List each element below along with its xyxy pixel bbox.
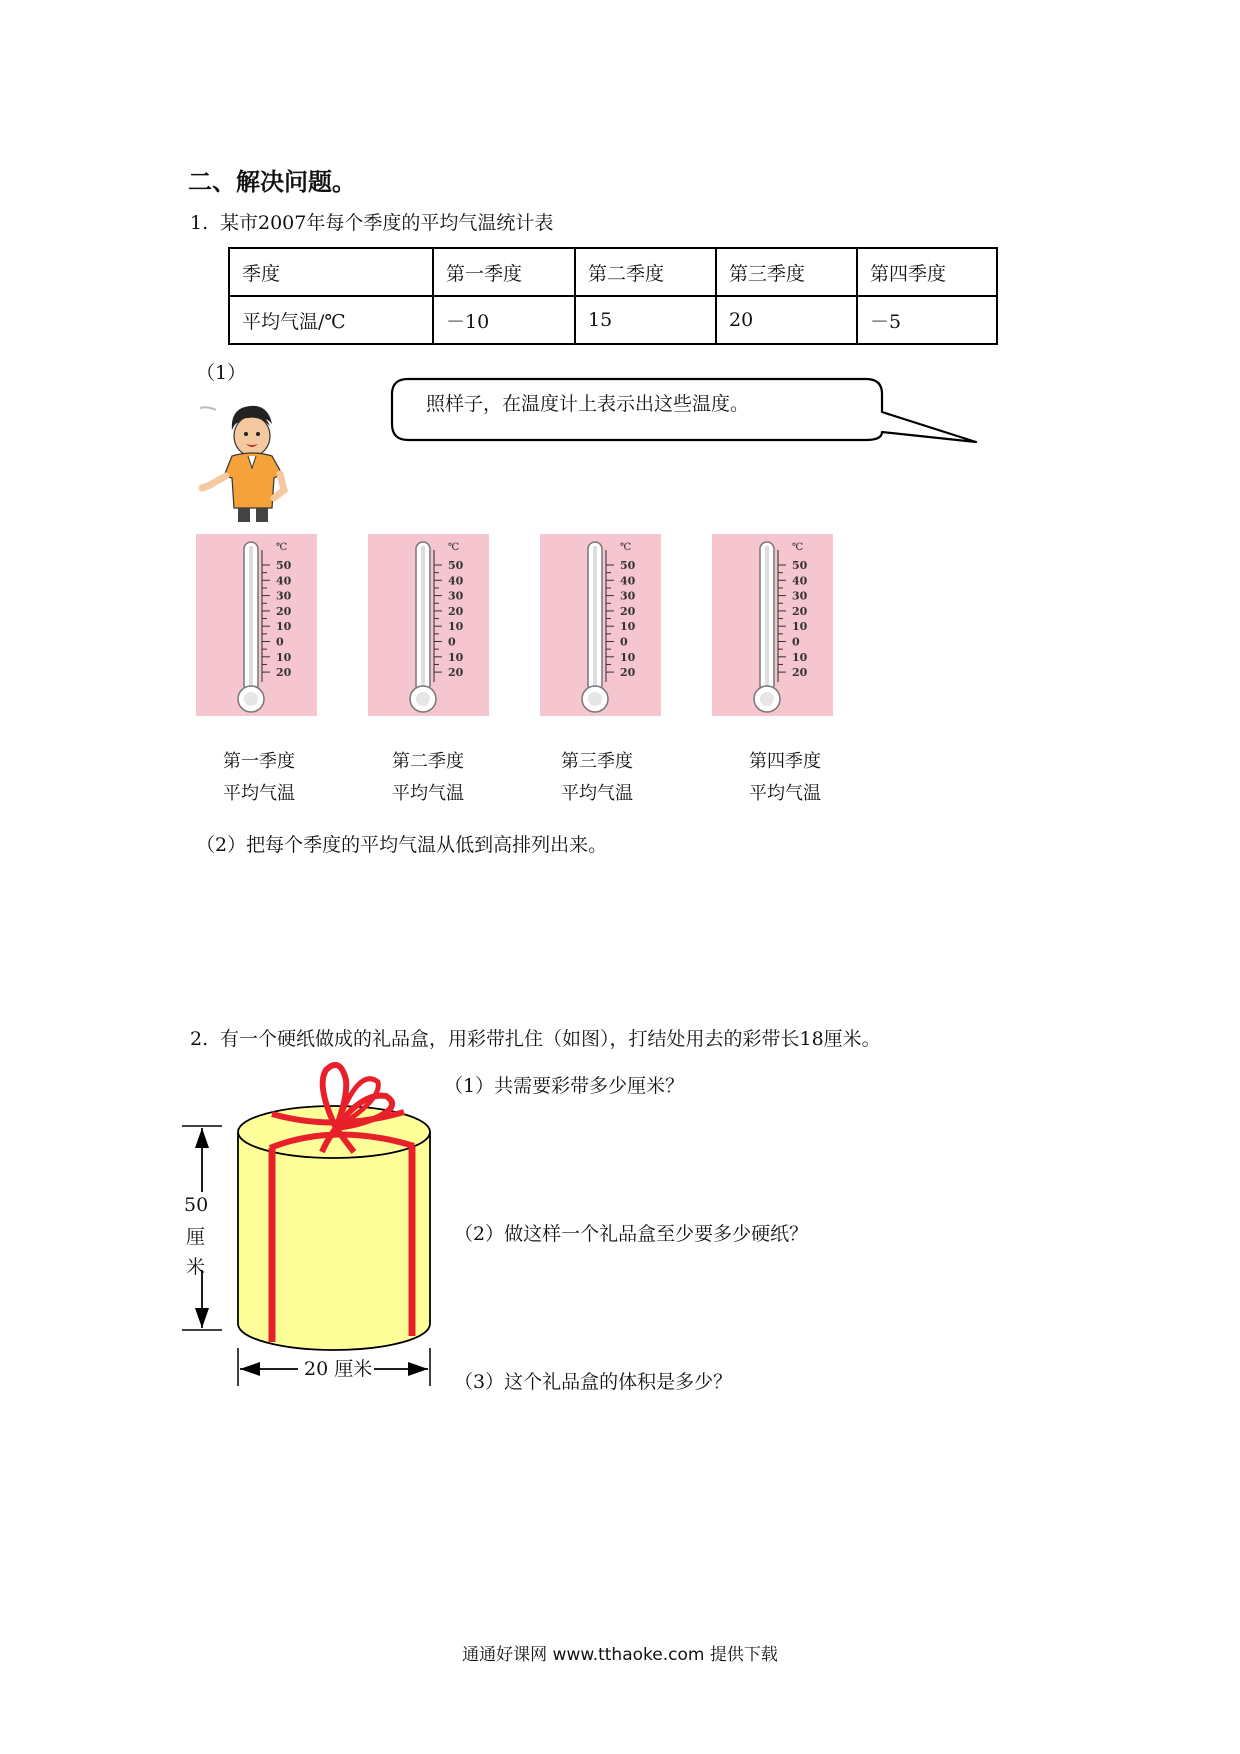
thermometer-tick-label: 10: [448, 650, 464, 664]
thermo-label-2-line2: 平均气温: [392, 783, 464, 804]
boy-illustration-icon: [196, 398, 316, 524]
thermo-label-3-line2: 平均气温: [561, 783, 633, 804]
thermometer-tick-label: 20: [620, 604, 636, 618]
question-1: （1）共需要彩带多少厘米？: [444, 1075, 685, 1097]
thermometer-1: [196, 534, 317, 716]
table-cell: 平均气温/℃: [229, 296, 433, 344]
thermometer-bulb-inner: [760, 692, 774, 706]
thermometer-tick-label: 50: [448, 559, 464, 572]
thermometer-tick-label: 0: [276, 635, 284, 649]
thermo-label-1-line2: 平均气温: [223, 783, 295, 804]
thermometer-tick-label: 20: [276, 604, 292, 618]
table-row: [229, 296, 997, 344]
thermometer-tick-label: 10: [792, 650, 808, 664]
table-cell: 15: [575, 296, 716, 344]
thermo-label-3-line1: 第三季度: [561, 751, 633, 772]
thermometer-liquid-channel: [421, 546, 425, 696]
thermometer-unit: ℃: [620, 542, 632, 553]
thermometer-tick-label: 10: [620, 620, 636, 634]
thermometer-liquid-channel: [249, 546, 253, 696]
part1-label: （1）: [196, 362, 247, 384]
problem2-number: 2.: [190, 1028, 209, 1050]
thermometer-tick-label: 50: [792, 559, 808, 572]
thermometer-bulb-inner: [416, 692, 430, 706]
thermometer-tick-label: 20: [792, 666, 808, 680]
table-cell: －5: [857, 296, 997, 344]
height-unit-1: 厘: [186, 1226, 206, 1248]
height-unit-2: 米: [186, 1256, 206, 1278]
thermometer-tick-label: 30: [448, 589, 464, 603]
thermometer-bulb-inner: [244, 692, 258, 706]
table-row: [229, 248, 997, 296]
thermometer-tick-label: 0: [448, 635, 456, 649]
thermo-label-2-line1: 第二季度: [392, 751, 464, 772]
thermometer-tick-label: 50: [620, 559, 636, 572]
thermometer-tick-label: 10: [792, 620, 808, 634]
thermometer-3: [540, 534, 661, 716]
thermometer-tick-label: 20: [448, 604, 464, 618]
diameter-label: 20 厘米: [304, 1358, 373, 1380]
thermometer-4: [712, 534, 833, 716]
thermometer-tick-label: 30: [276, 589, 292, 603]
thermometer-bulb-inner: [588, 692, 602, 706]
temperature-table: [228, 247, 998, 345]
thermo-label-4-line2: 平均气温: [749, 783, 821, 804]
thermometer-tick-label: 10: [276, 650, 292, 664]
thermo-label-4-line1: 第四季度: [749, 751, 821, 772]
thermometer-tick-label: 20: [448, 666, 464, 680]
problem1-number: 1.: [190, 212, 209, 234]
thermometer-liquid-channel: [765, 546, 769, 696]
thermometer-tick-label: 20: [620, 666, 636, 680]
thermometer-liquid-channel: [593, 546, 597, 696]
part2-text: （2）把每个季度的平均气温从低到高排列出来。: [196, 834, 608, 856]
thermometer-tick-label: 30: [620, 589, 636, 603]
thermometer-tick-label: 10: [276, 620, 292, 634]
problem2-text: 有一个硬纸做成的礼品盒，用彩带扎住（如图），打结处用去的彩带长18厘米。: [220, 1028, 881, 1050]
height-value: 50: [184, 1194, 209, 1216]
section-title: 二、解决问题。: [188, 168, 356, 196]
thermometer-tick-label: 40: [448, 574, 464, 588]
thermometer-tick-label: 0: [620, 635, 628, 649]
thermometer-tick-label: 10: [620, 650, 636, 664]
thermometer-tick-label: 20: [792, 604, 808, 618]
thermometer-tick-label: 40: [276, 574, 292, 588]
thermometer-tick-label: 30: [792, 589, 808, 603]
thermometer-unit: ℃: [276, 542, 288, 553]
table-cell: 第四季度: [857, 248, 997, 296]
thermometer-unit: ℃: [448, 542, 460, 553]
gift-box-diagram: [176, 1056, 456, 1386]
thermometer-tick-label: 40: [792, 574, 808, 588]
table-cell: 第二季度: [575, 248, 716, 296]
footer: 通通好课网 www.tthaoke.com 提供下载: [462, 1645, 778, 1665]
table-cell: 20: [716, 296, 857, 344]
table-cell: －10: [433, 296, 575, 344]
thermometer-tick-label: 10: [448, 620, 464, 634]
question-2: （2）做这样一个礼品盒至少要多少硬纸？: [454, 1223, 809, 1245]
thermo-label-1-line1: 第一季度: [223, 751, 295, 772]
thermometer-tick-label: 40: [620, 574, 636, 588]
question-3: （3）这个礼品盒的体积是多少？: [454, 1371, 733, 1393]
thermometer-tick-label: 0: [792, 635, 800, 649]
problem1-title: 某市2007年每个季度的平均气温统计表: [220, 212, 554, 234]
speech-text: 照样子，在温度计上表示出这些温度。: [426, 393, 750, 415]
thermometer-tick-label: 50: [276, 559, 292, 572]
thermometer-unit: ℃: [792, 542, 804, 553]
thermometer-tick-label: 20: [276, 666, 292, 680]
table-cell: 第三季度: [716, 248, 857, 296]
table-cell: 第一季度: [433, 248, 575, 296]
table-cell: 季度: [229, 248, 433, 296]
thermometer-2: [368, 534, 489, 716]
